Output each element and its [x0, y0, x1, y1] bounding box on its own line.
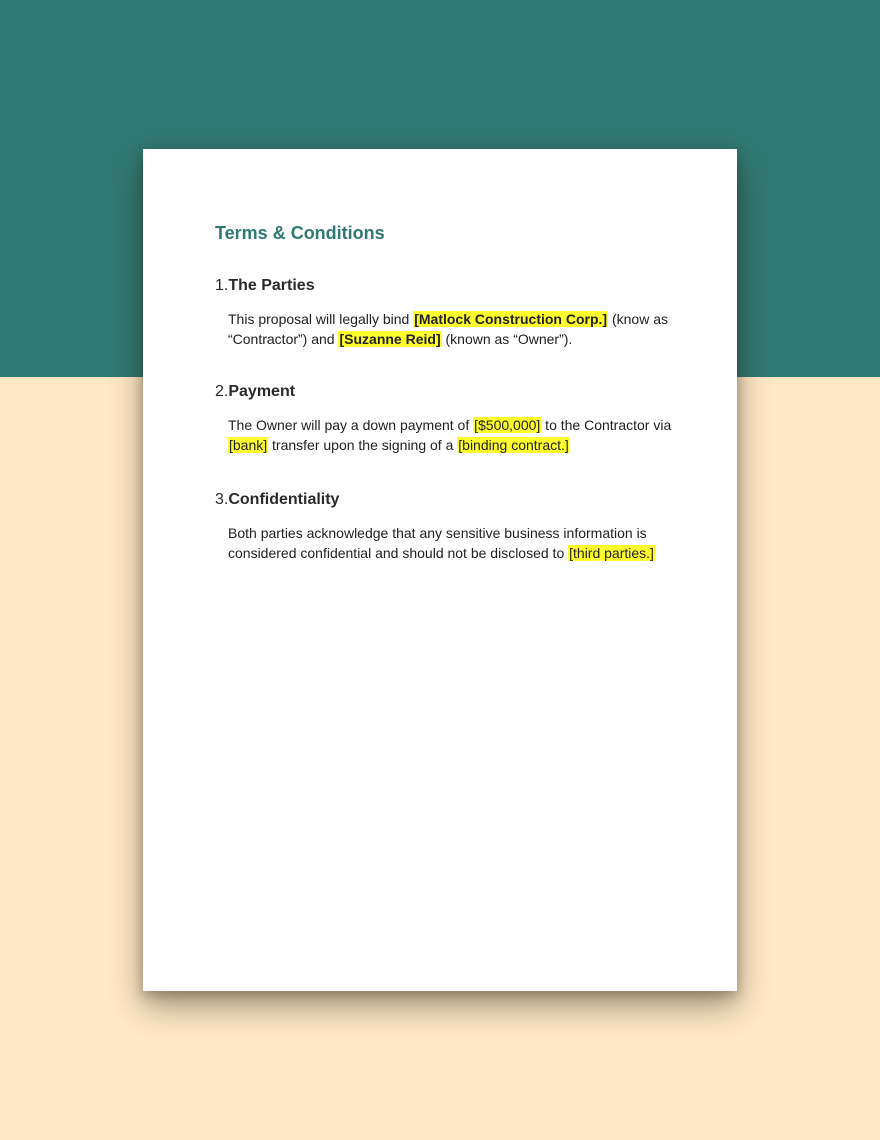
- body-text: This proposal will legally bind: [228, 311, 414, 327]
- document-page: [143, 149, 737, 991]
- section-number: 3.: [215, 491, 229, 508]
- section-the-parties: [215, 276, 675, 349]
- placeholder-amount: [$500,000]: [474, 417, 541, 433]
- section-number: 1.: [215, 277, 229, 294]
- section-heading: [215, 382, 675, 402]
- section-body: [228, 310, 675, 349]
- section-body: [228, 416, 675, 455]
- section-payment: [215, 382, 675, 455]
- section-confidentiality: [215, 490, 675, 563]
- section-title: Confidentiality: [228, 491, 340, 508]
- placeholder-recipients: [third parties.]: [569, 544, 654, 561]
- document-title: Terms & Conditions: [215, 223, 385, 243]
- body-text: Both parties acknowledge that any sensitive business information is considered confidential and should not be disclosed to: [228, 525, 647, 561]
- body-text: (know as “Contractor”) and: [228, 311, 669, 347]
- body-text: (known as “Owner”).: [441, 330, 573, 347]
- placeholder-contract-type: [binding contract.]: [458, 436, 569, 453]
- body-text: The Owner will pay a down payment of: [228, 417, 474, 433]
- placeholder-owner-name: [Suzanne Reid]: [339, 330, 441, 347]
- section-title: The Parties: [228, 277, 315, 294]
- section-title: Payment: [228, 383, 296, 400]
- section-number: 2.: [215, 383, 229, 400]
- section-heading: [215, 490, 675, 510]
- section-heading: [215, 276, 675, 296]
- placeholder-payment-method: [bank]: [229, 436, 268, 453]
- body-text: to the Contractor via: [541, 417, 672, 433]
- placeholder-contractor-name: [Matlock Construction Corp.]: [414, 311, 608, 327]
- body-text: transfer upon the signing of a: [268, 436, 458, 453]
- section-body: [228, 524, 675, 563]
